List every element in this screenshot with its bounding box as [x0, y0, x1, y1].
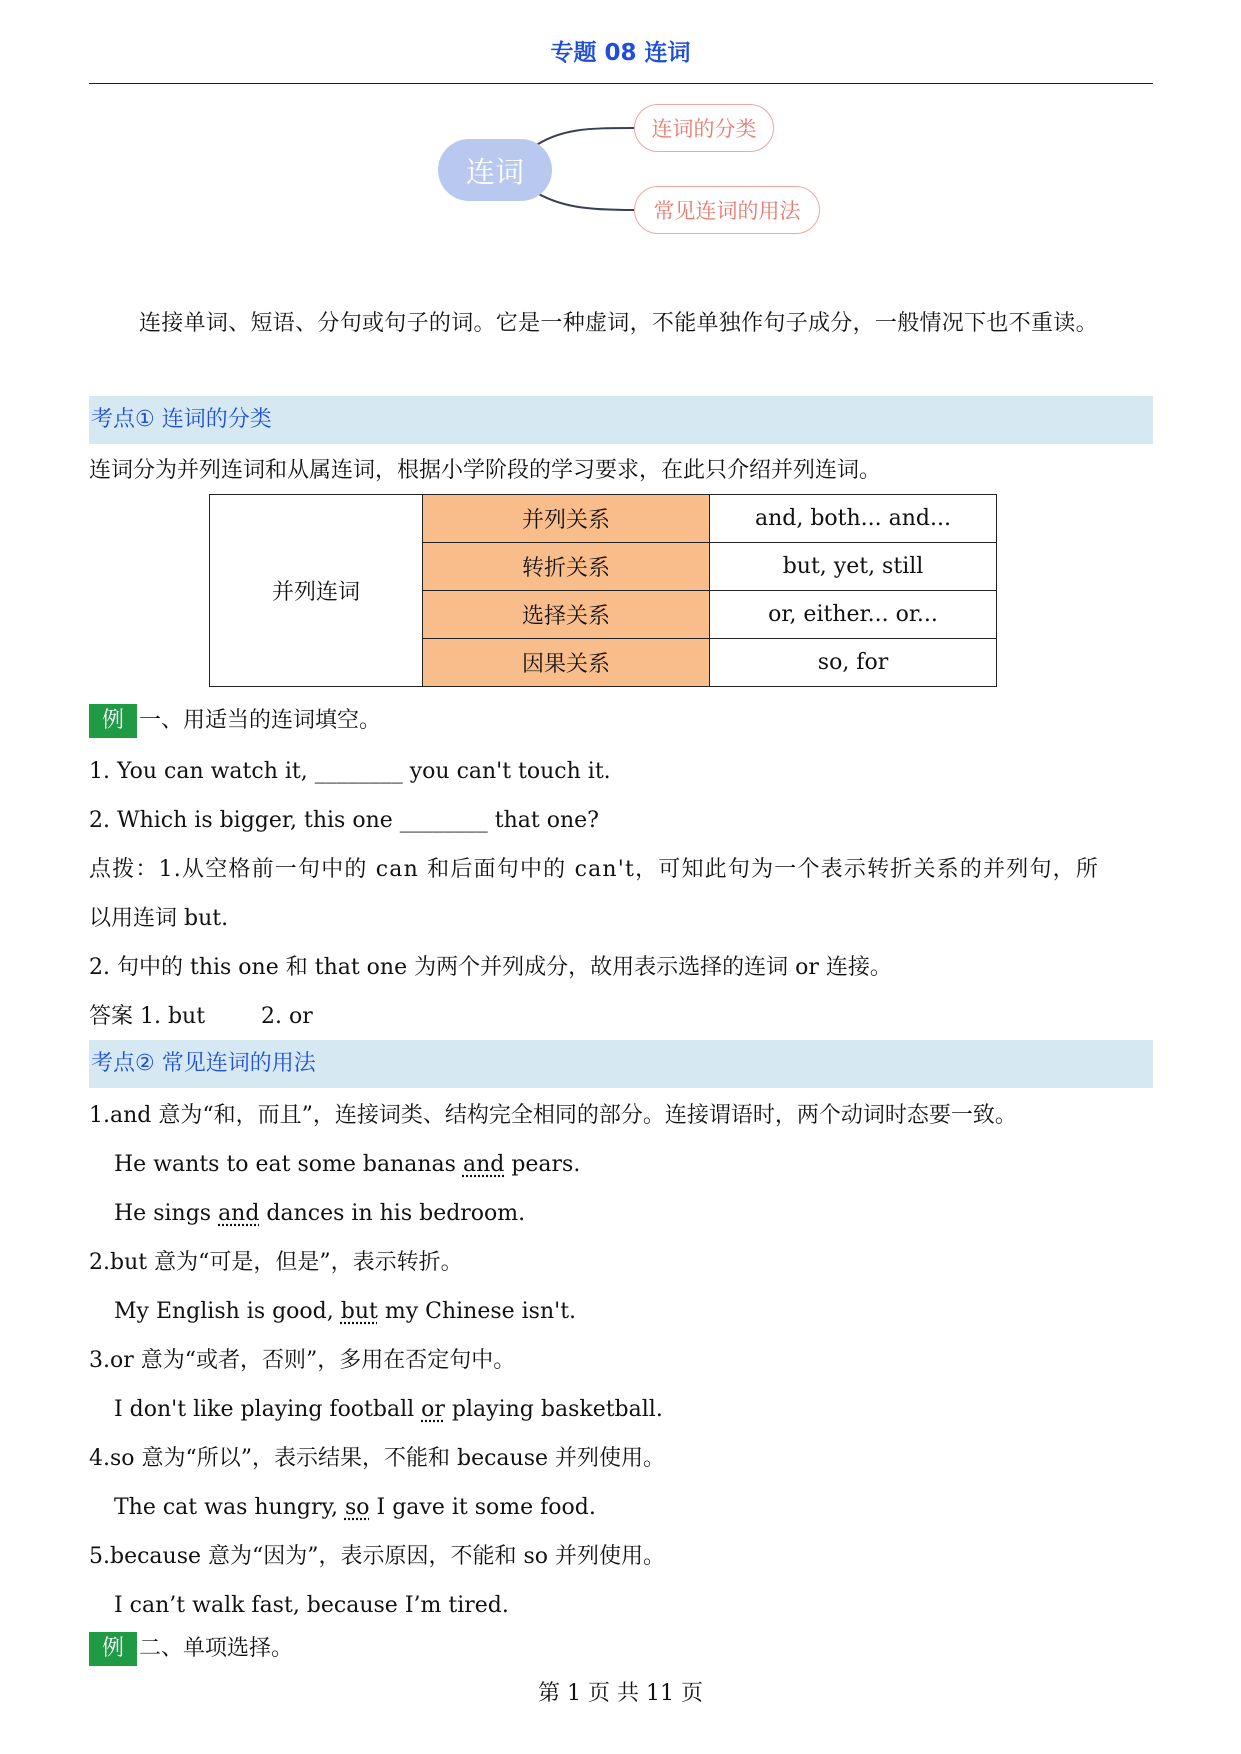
table-words-cell: or, either... or...	[710, 591, 997, 639]
example-badge: 例	[89, 1632, 137, 1666]
mindmap-connectors	[0, 0, 1241, 260]
mindmap-branch-classification: 连词的分类	[634, 104, 774, 152]
usage-example: I can’t walk fast, because I’m tired.	[114, 1593, 509, 1618]
table-relation-cell: 因果关系	[423, 639, 710, 687]
mindmap-root: 连词	[438, 139, 552, 201]
table-words-cell: so, for	[710, 639, 997, 687]
example-badge: 例	[89, 704, 137, 738]
example2-instruction-line	[89, 1632, 293, 1666]
example1-question-1: 1. You can watch it, ________ you can't touch it.	[89, 759, 611, 784]
example1-hint-line-1: 点拨：1.从空格前一句中的 can 和后面句中的 can't，可知此句为一个表示转折关系的并列句，所	[89, 857, 1100, 882]
table-relation-cell: 选择关系	[423, 591, 710, 639]
usage-example: The cat was hungry, so I gave it some food.	[114, 1495, 596, 1520]
mindmap-connector-2	[532, 190, 634, 210]
usage-example: I don't like playing football or playing basketball.	[114, 1397, 663, 1422]
usage-example: He sings and dances in his bedroom.	[114, 1201, 526, 1226]
example1-hint-line-3: 2. 句中的 this one 和 that one 为两个并列成分，故用表示选择的连词 or 连接。	[89, 955, 892, 980]
page-footer: 第 1 页 共 11 页	[538, 1681, 703, 1706]
mindmap-branch-usage: 常见连词的用法	[634, 186, 820, 234]
usage-example: He wants to eat some bananas and pears.	[114, 1152, 581, 1177]
section-heading-1: 考点① 连词的分类	[89, 396, 1153, 444]
page-title: 专题 08 连词	[550, 40, 691, 66]
usage-rule-because: 5.because 意为“因为”，表示原因，不能和 so 并列使用。	[89, 1544, 666, 1569]
section-heading-2: 考点② 常见连词的用法	[89, 1040, 1153, 1088]
example1-answer: 答案 1. but 2. or	[89, 1004, 313, 1029]
conjunction-table	[209, 494, 997, 687]
usage-example: My English is good, but my Chinese isn't.	[114, 1299, 577, 1324]
intro-paragraph: 连接单词、短语、分句或句子的词。它是一种虚词，不能单独作句子成分，一般情况下也不重读。	[139, 311, 1098, 336]
usage-rule-or: 3.or 意为“或者，否则”，多用在否定句中。	[89, 1348, 516, 1373]
mindmap-connector-1	[532, 128, 634, 148]
example2-instruction: 二、单项选择。	[139, 1636, 294, 1661]
section1-description: 连词分为并列连词和从属连词，根据小学阶段的学习要求，在此只介绍并列连词。	[89, 458, 882, 483]
example1-instruction: 一、用适当的连词填空。	[139, 708, 382, 733]
example1-instruction-line	[89, 704, 381, 738]
table-words-cell: but, yet, still	[710, 543, 997, 591]
table-category-cell: 并列连词	[210, 495, 423, 687]
example1-question-2: 2. Which is bigger, this one ________ that one?	[89, 808, 599, 833]
usage-rule-and: 1.and 意为“和，而且”，连接词类、结构完全相同的部分。连接谓语时，两个动词时态要一致。	[89, 1103, 1017, 1128]
example1-hint-line-2: 以用连词 but.	[89, 906, 229, 931]
table-relation-cell: 转折关系	[423, 543, 710, 591]
usage-rule-so: 4.so 意为“所以”，表示结果，不能和 because 并列使用。	[89, 1446, 666, 1471]
table-row	[210, 495, 997, 543]
table-words-cell: and, both... and...	[710, 495, 997, 543]
usage-rule-but: 2.but 意为“可是，但是”，表示转折。	[89, 1250, 463, 1275]
table-relation-cell: 并列关系	[423, 495, 710, 543]
